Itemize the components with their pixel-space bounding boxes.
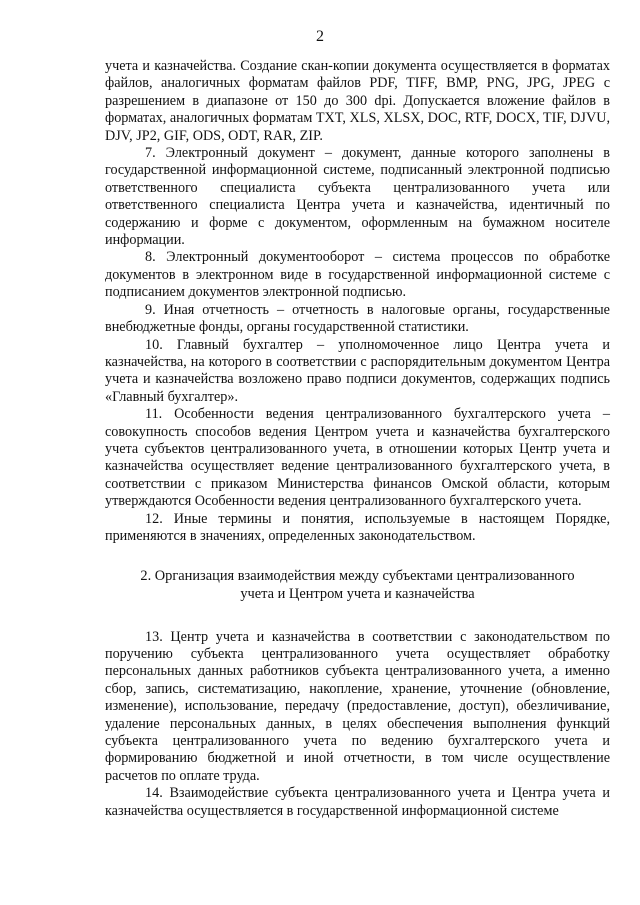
paragraph-9-other-reporting: 9. Иная отчетность – отчетность в налоговые органы, государственные внебюджетные фонды, органы государственной статистики. [105,301,610,336]
paragraph-10-chief-accountant: 10. Главный бухгалтер – уполномоченное лицо Центра учета и казначейства, на которого в соответствии с распорядительным документом Центра учета и казначейства возложено право подписи документов, содержащих подпись «Главный бухгалтер». [105,336,610,405]
section-heading-line-1: 2. Организация взаимодействия между субъектами централизованного [140,568,575,585]
page-number: 2 [316,28,324,45]
document-body [105,58,610,820]
paragraph-7-electronic-document: 7. Электронный документ – документ, данные которого заполнены в государственной информационной системе, подписанный электронной подписью ответственного специалиста субъекта централизованного учета или ответственного специалиста Центра учета и казначейства, идентичный по содержанию и форме с документом, оформленным на бумажном носителе информации. [105,145,610,249]
paragraph-11-accounting-features: 11. Особенности ведения централизованного бухгалтерского учета – совокупность способов ведения Центром учета и казначейства бухгалтерского учета субъектов централизованного учета, в отношении которых Центр учета и казначейства осуществляет ведение централизованного бухгалтерского учета, в соответствии с приказом Министерства финансов Омской области, которым утверждаются Особенности ведения централизованного бухгалтерского учета. [105,406,610,510]
paragraph-8-electronic-workflow: 8. Электронный документооборот – система процессов по обработке документов в электронном виде в государственной информационной системе с подписанием документов электронной подписью. [105,249,610,301]
paragraph-14-interaction: 14. Взаимодействие субъекта централизованного учета и Центра учета и казначейства осуществляется в государственной информационной системе [105,785,610,819]
section-heading [105,568,610,603]
paragraph-continuation: учета и казначейства. Создание скан-копии документа осуществляется в форматах файлов, аналогичных форматам файлов PDF, TIFF, BMP, PNG, JPG, JPEG с разрешением в диапазоне от 150 до 300 dpi. Допускается вложение файлов в форматах, аналогичных форматам TXT, XLS, XLSX, DOC, RTF, DOCX, TIF, DJVU, DJV, JP2, GIF, ODS, ODT, RAR, ZIP. [105,58,610,144]
paragraph-12-other-terms: 12. Иные термины и понятия, используемые в настоящем Порядке, применяются в значениях, определенных законодательством. [105,510,610,544]
paragraph-13-personal-data: 13. Центр учета и казначейства в соответствии с законодательством по поручению субъекта централизованного учета осуществляет обработку персональных данных работников субъекта централизованного учета, а именно сбор, запись, систематизацию, накопление, хранение, уточнение (обновление, изменение), использование, передачу (предоставление, доступ), обезличивание, удаление персональных данных, в целях обеспечения выполнения функций субъекта централизованного учета по ведению бухгалтерского учета и формированию бюджетной и иной отчетности, в том числе осуществление расчетов по оплате труда. [105,628,610,784]
section-heading-line-2: учета и Центром учета и казначейства [240,585,475,602]
